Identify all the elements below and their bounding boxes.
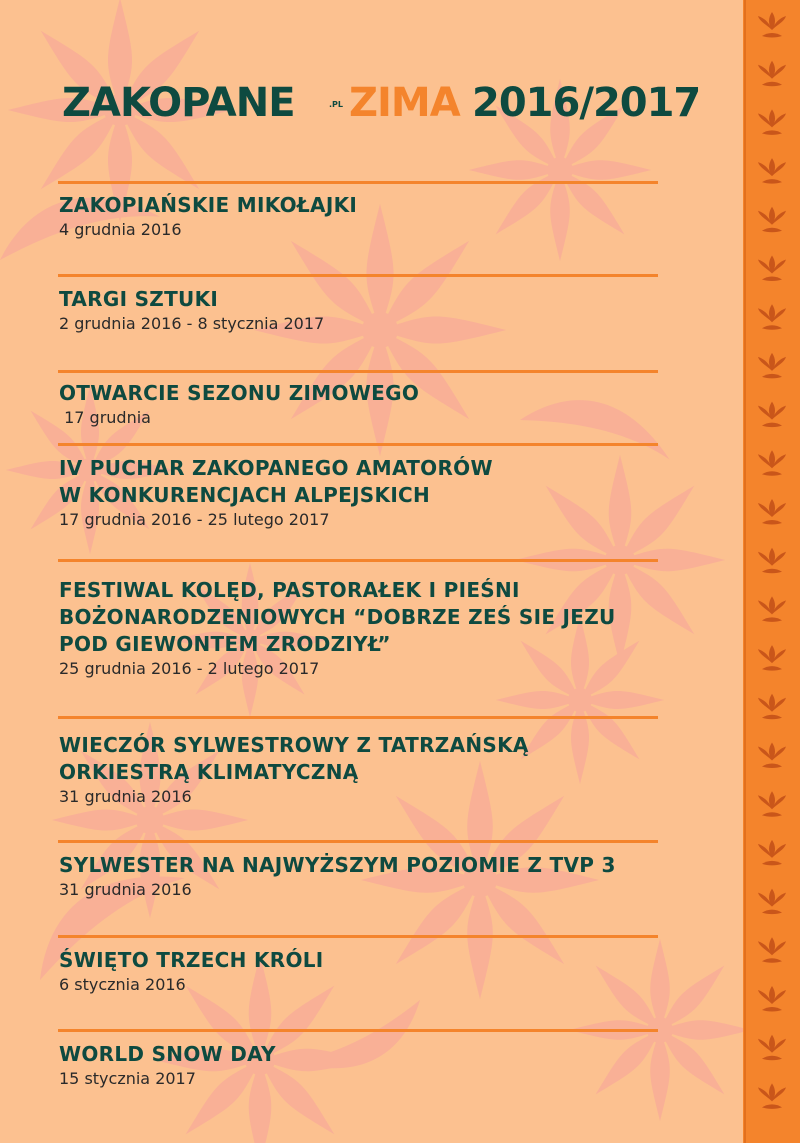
event-title: ZAKOPIAŃSKIE MIKOŁAJKI — [59, 193, 358, 217]
event-title: SYLWESTER NA NAJWYŻSZYM POZIOMIE Z TVP 3 — [59, 853, 616, 877]
event-date: 6 stycznia 2016 — [59, 975, 186, 994]
event-item — [59, 947, 699, 996]
event-date: 31 grudnia 2016 — [59, 787, 192, 806]
event-title: WORLD SNOW DAY — [59, 1042, 276, 1066]
tulip-ornament-icon — [758, 207, 786, 233]
tulip-ornament-icon — [758, 12, 786, 38]
divider — [58, 935, 658, 938]
tulip-ornament-icon — [758, 109, 786, 134]
event-title: OTWARCIE SEZONU ZIMOWEGO — [59, 381, 420, 405]
event-title-line: FESTIWAL KOLĘD, PASTORAŁEK I PIEŚNI — [59, 578, 520, 602]
tulip-ornament-icon — [758, 256, 786, 282]
divider — [58, 559, 658, 562]
divider — [58, 443, 658, 446]
divider — [58, 1029, 658, 1032]
event-date: 2 grudnia 2016 - 8 stycznia 2017 — [59, 314, 325, 333]
decorative-side-strip — [743, 0, 800, 1143]
tulip-ornament-icon — [758, 596, 786, 622]
tulip-ornament-icon — [758, 158, 786, 184]
event-item — [59, 577, 699, 680]
event-date: 15 stycznia 2017 — [59, 1069, 196, 1088]
tulip-ornament-icon — [758, 1083, 786, 1109]
event-date: 25 grudnia 2016 - 2 lutego 2017 — [59, 659, 320, 678]
logo-suffix: .PL — [329, 100, 343, 109]
event-title-line: IV PUCHAR ZAKOPANEGO AMATORÓW — [59, 456, 493, 480]
zakopane-logo: ZAKOPANE — [62, 80, 295, 126]
tulip-ornament-icon — [758, 743, 786, 769]
tulip-ornament-icon — [758, 353, 786, 379]
event-date: 4 grudnia 2016 — [59, 220, 182, 239]
tulip-ornament-icon — [758, 937, 786, 963]
event-item — [59, 732, 699, 808]
event-title-line: ORKIESTRĄ KLIMATYCZNĄ — [59, 760, 359, 784]
event-item — [59, 455, 699, 531]
divider — [58, 181, 658, 184]
tulip-ornament-icon — [758, 889, 786, 915]
event-title-line: W KONKURENCJACH ALPEJSKICH — [59, 483, 431, 507]
event-item — [59, 1041, 699, 1090]
tulip-ornament-icon — [758, 840, 786, 866]
tulip-ornament-icon — [758, 402, 786, 428]
event-date: 17 grudnia — [59, 408, 151, 427]
season-year: 2016/2017 — [472, 80, 701, 126]
divider — [58, 370, 658, 373]
divider — [58, 840, 658, 843]
event-title-line: POD GIEWONTEM ZRODZIYŁ” — [59, 632, 391, 656]
tulip-ornament-icon — [758, 61, 786, 87]
event-item — [59, 852, 699, 901]
event-title: ŚWIĘTO TRZECH KRÓLI — [59, 948, 324, 972]
tulip-ornament-icon — [758, 450, 786, 476]
tulip-ornament-icon — [758, 986, 786, 1012]
event-date: 31 grudnia 2016 — [59, 880, 192, 899]
tulip-ornament-icon — [758, 791, 786, 817]
divider — [58, 716, 658, 719]
event-title-line: BOŻONARODZENIOWYCH “DOBRZE ZEŚ SIE JEZU — [59, 605, 616, 629]
event-date: 17 grudnia 2016 - 25 lutego 2017 — [59, 510, 330, 529]
tulip-ornament-icon — [758, 548, 786, 574]
tulip-ornament-icon — [758, 1035, 786, 1061]
tulip-ornament-icon — [758, 304, 786, 330]
tulip-ornament-icon — [758, 645, 786, 671]
event-item — [59, 380, 699, 429]
season-label: ZIMA — [349, 80, 460, 126]
page-header — [62, 80, 722, 130]
event-item — [59, 286, 699, 335]
tulip-ornament-icon — [758, 499, 786, 525]
event-title: TARGI SZTUKI — [59, 287, 219, 311]
tulip-ornament-icon — [758, 694, 786, 720]
event-title-line: WIECZÓR SYLWESTROWY Z TATRZAŃSKĄ — [59, 733, 529, 757]
divider — [58, 274, 658, 277]
event-item — [59, 192, 699, 241]
